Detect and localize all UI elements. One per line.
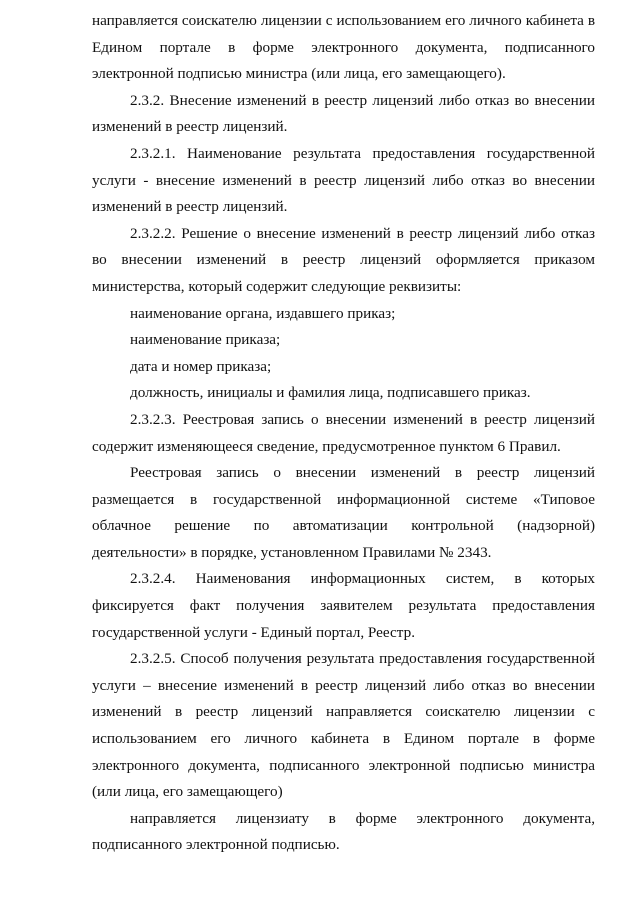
section-2-3-2-3: 2.3.2.3. Реестровая запись о внесении изменений в реестр лицензий содержит изменяющееся сведение, предусмотренное пунктом 6 Правил. xyxy=(92,410,595,455)
section-2-3-2-5: 2.3.2.5. Способ получения результата предоставления государственной услуги – внесение изменений в реестр лицензий либо отказ во внесении изменений в реестр лицензий направляется соискателю лицензии с использованием его личного кабинета в Едином портале в форме электронного документа, подписанного электронной подписью министра (или лица, его замещающего) xyxy=(92,650,595,801)
section-2-3-2-2: 2.3.2.2. Решение о внесение изменений в реестр лицензий либо отказ во внесении изменений в реестр лицензий оформляется приказом министерства, который содержит следующие реквизиты: xyxy=(92,224,595,295)
section-2-3-2-4: 2.3.2.4. Наименования информационных систем, в которых фиксируется факт получения заявителем результата предоставления государственной услуги - Единый портал, Реестр. xyxy=(92,570,595,641)
requisite-item: дата и номер приказа; xyxy=(130,357,272,375)
document-body xyxy=(92,8,595,859)
section-2-3-2-1: 2.3.2.1. Наименование результата предоставления государственной услуги - внесение изменений в реестр лицензий либо отказ во внесении изменений в реестр лицензий. xyxy=(92,144,595,216)
requisite-item: наименование приказа; xyxy=(130,331,281,349)
section-2-3-2: 2.3.2. Внесение изменений в реестр лицензий либо отказ во внесении изменений в реестр лицензий. xyxy=(92,91,595,136)
requisite-item: наименование органа, издавшего приказ; xyxy=(130,304,396,322)
paragraph-continuation: направляется соискателю лицензии с использованием его личного кабинета в Едином портале в форме электронного документа, подписанного электронной подписью министра (или лица, его замещающего). xyxy=(92,12,595,83)
paragraph-final: направляется лицензиату в форме электронного документа, подписанного электронной подписью. xyxy=(92,809,595,854)
registry-record-paragraph: Реестровая запись о внесении изменений в реестр лицензий размещается в государственной информационной системе «Типовое облачное решение по автоматизации контрольной (надзорной) деятельности» в порядке, установленном Правилами № 2343. xyxy=(92,464,595,561)
requisite-item: должность, инициалы и фамилия лица, подписавшего приказ. xyxy=(130,384,531,402)
